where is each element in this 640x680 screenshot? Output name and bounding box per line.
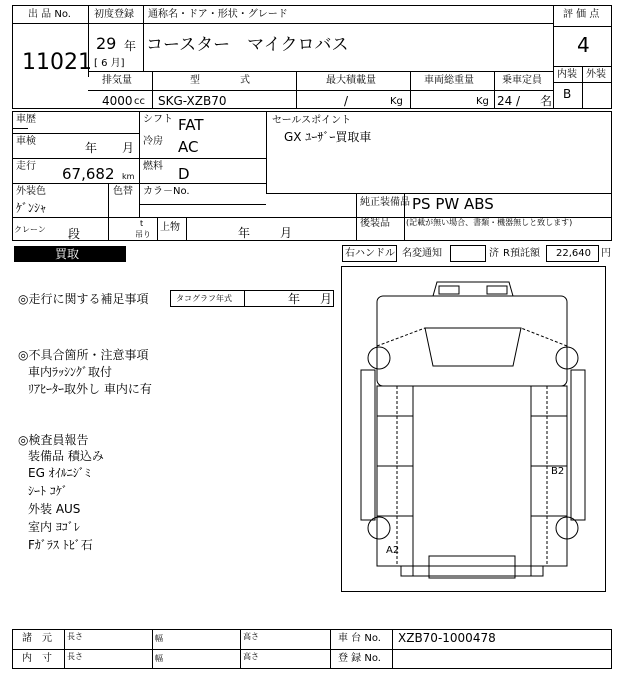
divider (12, 23, 88, 24)
divider (392, 629, 393, 669)
inspection-year: 年 (85, 141, 98, 155)
lot-label: 出 品 No. (28, 9, 71, 20)
rear-bumper (401, 566, 543, 576)
lot-number: 11021 (22, 50, 92, 75)
chassis-number: XZB70-1000478 (398, 631, 496, 645)
inspector-line: EG ｵｲﾙﾆｼﾞﾐ (28, 466, 91, 480)
body-outline (377, 386, 567, 566)
car-name: コースター マイクロバス (146, 35, 349, 55)
aftermarket-label: 後装品 (360, 218, 390, 229)
tachograph-month: 月 (320, 292, 333, 306)
fuel-value: D (178, 165, 190, 183)
equipment-value: PS PW ABS (412, 195, 494, 213)
name-change-label: 名変通知 (402, 248, 442, 259)
divider (143, 5, 144, 71)
length-label: 長さ (67, 652, 83, 661)
color-label: 外装色 (16, 186, 46, 197)
left-side-outline (361, 370, 375, 520)
divider (553, 26, 612, 27)
mirror-right (487, 286, 507, 294)
inspector-heading: ◎検査員報告 (18, 433, 89, 447)
divider (494, 71, 495, 109)
divider (244, 290, 245, 307)
crane-label: クレーン (14, 225, 46, 234)
recycle-amount: 22,640 (556, 248, 591, 259)
divider (152, 629, 153, 669)
upper-year: 年 (238, 226, 251, 240)
history-label: 車歴 (16, 114, 36, 125)
recycle-label: R預託額 (503, 248, 540, 259)
divider (152, 71, 153, 109)
divider (12, 133, 139, 134)
divider (88, 90, 553, 91)
windshield-outline (425, 328, 521, 366)
reg-year-unit: 年 (124, 39, 137, 53)
defect-line: ﾘｱﾋｰﾀｰ取外し 車内に有 (28, 382, 152, 396)
gross-weight-label: 車両総重量 (424, 75, 474, 86)
model-label: 型 式 (190, 75, 250, 86)
displacement-label: 排気量 (102, 75, 132, 86)
reg-year: 29 (96, 34, 117, 53)
max-load-sep: / (344, 94, 349, 108)
damage-mark-b2: B2 (551, 466, 565, 477)
inspection-label: 車検 (16, 136, 36, 147)
divider (240, 629, 241, 669)
recycle-unit: 円 (601, 248, 611, 259)
capacity-unit: 名 (540, 94, 553, 108)
divider (108, 183, 109, 241)
inspector-line: 室内 ﾖｺﾞﾚ (28, 520, 80, 534)
capacity-sep: / (516, 94, 521, 108)
mileage-label: 走行 (16, 161, 36, 172)
capacity: 24 (497, 94, 513, 108)
sales-point-label: セールスポイント (272, 115, 352, 126)
front-cab-outline (377, 296, 567, 386)
width-label: 幅 (155, 654, 163, 663)
exterior-label: 外装 (586, 69, 606, 80)
divider (186, 217, 187, 241)
inspector-line: 外装 AUS (28, 502, 81, 516)
divider (12, 128, 28, 129)
interior-grade: B (563, 87, 572, 101)
bus-diagram (341, 266, 606, 592)
reg-month: [ 6 月] (94, 58, 125, 69)
interior-label: 内装 (557, 69, 577, 80)
overall-grade: 4 (577, 33, 590, 57)
upper-label: 上物 (160, 222, 180, 233)
color-code-label: カラ－No. (143, 186, 190, 197)
car-name-label: 通称名・ドア・形状・グレード (148, 9, 288, 20)
height-label: 高さ (243, 652, 259, 661)
displacement-unit: cc (134, 96, 145, 107)
equipment-label: 純正装備品 (360, 197, 410, 208)
max-load-label: 最大積載量 (326, 75, 376, 86)
divider (12, 649, 612, 650)
tachograph-year: 年 (288, 292, 301, 306)
divider (12, 183, 266, 184)
height-label: 高さ (243, 632, 259, 641)
purchase-badge-label: 買取 (55, 247, 80, 261)
wheel-front-left (368, 347, 390, 369)
divider (157, 217, 158, 241)
crane-dan: 段 (68, 227, 81, 241)
aftermarket-note: (記載が無い場合、書類・機器無しと致します) (406, 218, 573, 227)
mirror-left (439, 286, 459, 294)
gross-weight-unit: Kg (476, 96, 489, 107)
defect-line: 車内ﾗｯｼﾝｸﾞ取付 (28, 365, 113, 379)
tachograph-label: タコグラフ年式 (176, 294, 232, 303)
mileage-unit: km (122, 172, 135, 181)
shift-label: シフト (143, 114, 173, 125)
crane-hanging: 吊り (135, 230, 151, 239)
divider (296, 71, 297, 109)
divider (553, 5, 554, 109)
defects-heading: ◎不具合箇所・注意事項 (18, 348, 149, 362)
divider (410, 71, 411, 109)
fuel-label: 燃料 (143, 161, 163, 172)
max-load-unit: Kg (390, 96, 403, 107)
divider (12, 158, 266, 159)
divider (139, 204, 266, 205)
grade-label: 評 価 点 (563, 9, 600, 20)
travel-heading: ◎走行に関する補足事項 (18, 292, 149, 306)
damage-mark-a2: A2 (386, 545, 400, 556)
chassis-label: 車 台 No. (338, 633, 381, 644)
rear-outline (429, 556, 515, 578)
divider (553, 82, 612, 83)
specs-label: 諸 元 (22, 633, 52, 644)
divider (88, 23, 553, 24)
crane-t: t (140, 219, 144, 228)
first-reg-label: 初度登録 (94, 9, 134, 20)
deposit-mark: 济 (489, 248, 499, 259)
upper-month: 月 (280, 226, 293, 240)
shift-value: FAT (178, 116, 204, 134)
divider (64, 629, 65, 669)
inspector-line: 装備品 積込み (28, 449, 104, 463)
inspector-line: Fｶﾞﾗｽ ﾄﾋﾞ石 (28, 538, 93, 552)
inspector-line: ｼｰﾄ ｺｹﾞ (28, 484, 68, 498)
length-label: 長さ (67, 632, 83, 641)
width-label: 幅 (155, 634, 163, 643)
inspection-month: 月 (122, 141, 135, 155)
ac-label: 冷房 (143, 136, 163, 147)
model: SKG-XZB70 (158, 94, 227, 108)
divider (330, 629, 331, 669)
ac-value: AC (178, 138, 199, 156)
mileage-value: 67,682 (62, 165, 115, 183)
right-side-outline (571, 370, 585, 520)
registration-label: 登 録 No. (338, 653, 381, 664)
divider (266, 111, 267, 193)
divider (139, 111, 140, 217)
divider (582, 66, 583, 109)
divider (553, 66, 612, 67)
capacity-label: 乗車定員 (502, 75, 542, 86)
divider (88, 71, 553, 72)
name-change-box (450, 245, 486, 262)
roof-outline (413, 386, 531, 576)
inner-label: 内 寸 (22, 653, 52, 664)
displacement: 4000 (102, 94, 133, 108)
handle-value: 右ハンドル (345, 248, 395, 259)
color-no-label: 色替 (113, 186, 133, 197)
divider (266, 193, 612, 194)
color-value: ｹﾞﾝｼｬ (16, 201, 47, 215)
sales-point: GX ﾕｰｻﾞｰ買取車 (284, 130, 372, 144)
